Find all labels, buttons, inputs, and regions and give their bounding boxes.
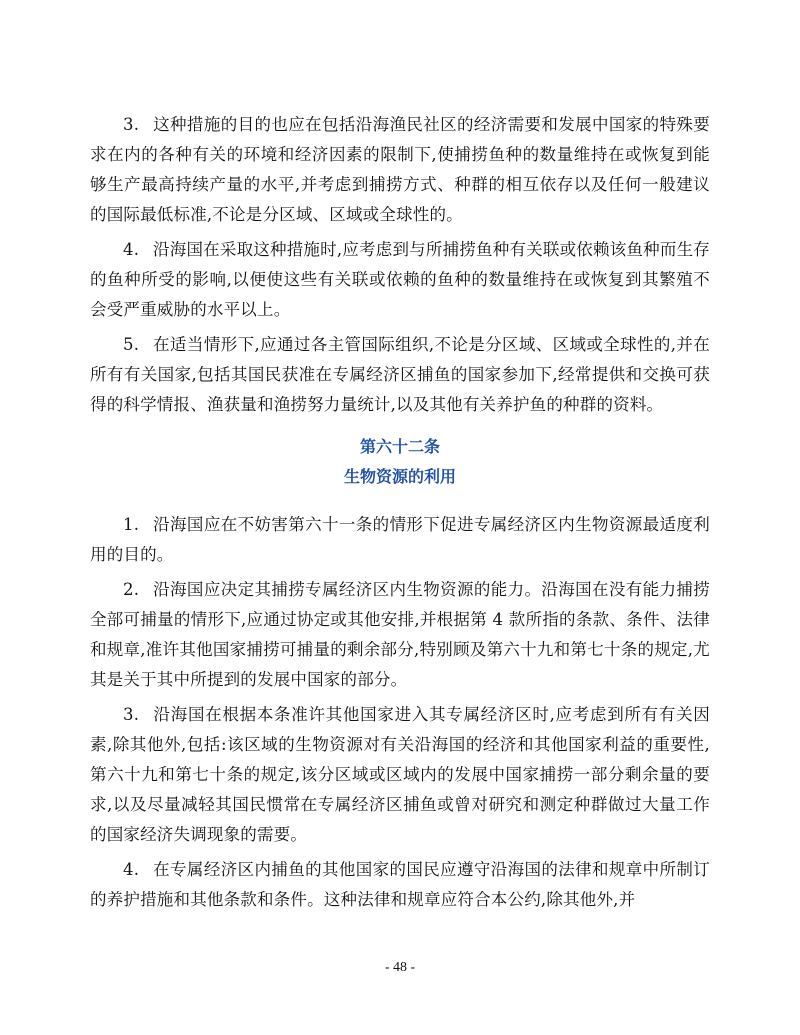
- paragraph-number: 4.: [123, 240, 140, 259]
- article-paragraph-2: [90, 575, 710, 695]
- paragraph-number: 1.: [123, 515, 140, 534]
- paragraph-4: [90, 235, 710, 325]
- page-number: - 48 -: [384, 960, 416, 975]
- paragraph-text: 沿海国应在不妨害第六十一条的情形下促进专属经济区内生物资源最适度利用的目的。: [90, 515, 710, 564]
- paragraph-text: 沿海国应决定其捕捞专属经济区内生物资源的能力。沿海国在没有能力捕捞全部可捕量的情形下,应通过协定或其他安排,并根据第 4 款所指的条款、条件、法律和规章,准许其他国家捕捞可捕量的剩余部分,特别顾及第六十九和第七十条的规定,尤其是关于其中所提到的发展中国家的部分。: [90, 580, 710, 689]
- paragraph-text: 在专属经济区内捕鱼的其他国家的国民应遵守沿海国的法律和规章中所制订的养护措施和其他条款和条件。这种法律和规章应符合本公约,除其他外,并: [90, 860, 710, 909]
- paragraph-number: 5.: [123, 335, 140, 354]
- paragraph-text: 在适当情形下,应通过各主管国际组织,不论是分区域、区域或全球性的,并在所有有关国家,包括其国民获准在专属经济区捕鱼的国家参加下,经常提供和交换可获得的科学情报、渔获量和渔捞努力量统计,以及其他有关养护鱼的种群的资料。: [90, 335, 710, 414]
- paragraph-3: [90, 110, 710, 230]
- paragraph-5: [90, 330, 710, 420]
- page-content: [90, 110, 710, 920]
- paragraph-text: 沿海国在根据本条准许其他国家进入其专属经济区时,应考虑到所有有关因素,除其他外,包括:该区域的生物资源对有关沿海国的经济和其他国家利益的重要性,第六十九和第七十条的规定,该分区域或区域内的发展中国家捕捞一部分剩余量的要求,以及尽量减轻其国民惯常在专属经济区捕鱼或曾对研究和测定种群做过大量工作的国家经济失调现象的需要。: [90, 705, 710, 844]
- paragraph-text: 沿海国在采取这种措施时,应考虑到与所捕捞鱼种有关联或依赖该鱼种而生存的鱼种所受的影响,以便使这些有关联或依赖的鱼种的数量维持在或恢复到其繁殖不会受严重威胁的水平以上。: [90, 240, 710, 319]
- article-number: 第六十二条: [359, 437, 440, 456]
- article-title: 生物资源的利用: [343, 467, 456, 486]
- paragraph-number: 4.: [123, 860, 140, 879]
- paragraph-number: 3.: [123, 115, 140, 134]
- article-paragraph-3: [90, 700, 710, 850]
- article-heading: [90, 432, 710, 492]
- article-paragraph-4: [90, 855, 710, 915]
- article-paragraph-1: [90, 510, 710, 570]
- paragraph-text: 这种措施的目的也应在包括沿海渔民社区的经济需要和发展中国家的特殊要求在内的各种有关的环境和经济因素的限制下,使捕捞鱼种的数量维持在或恢复到能够生产最高持续产量的水平,并考虑到捕捞方式、种群的相互依存以及任何一般建议的国际最低标准,不论是分区域、区域或全球性的。: [90, 115, 710, 224]
- paragraph-number: 3.: [123, 705, 140, 724]
- paragraph-number: 2.: [123, 580, 140, 599]
